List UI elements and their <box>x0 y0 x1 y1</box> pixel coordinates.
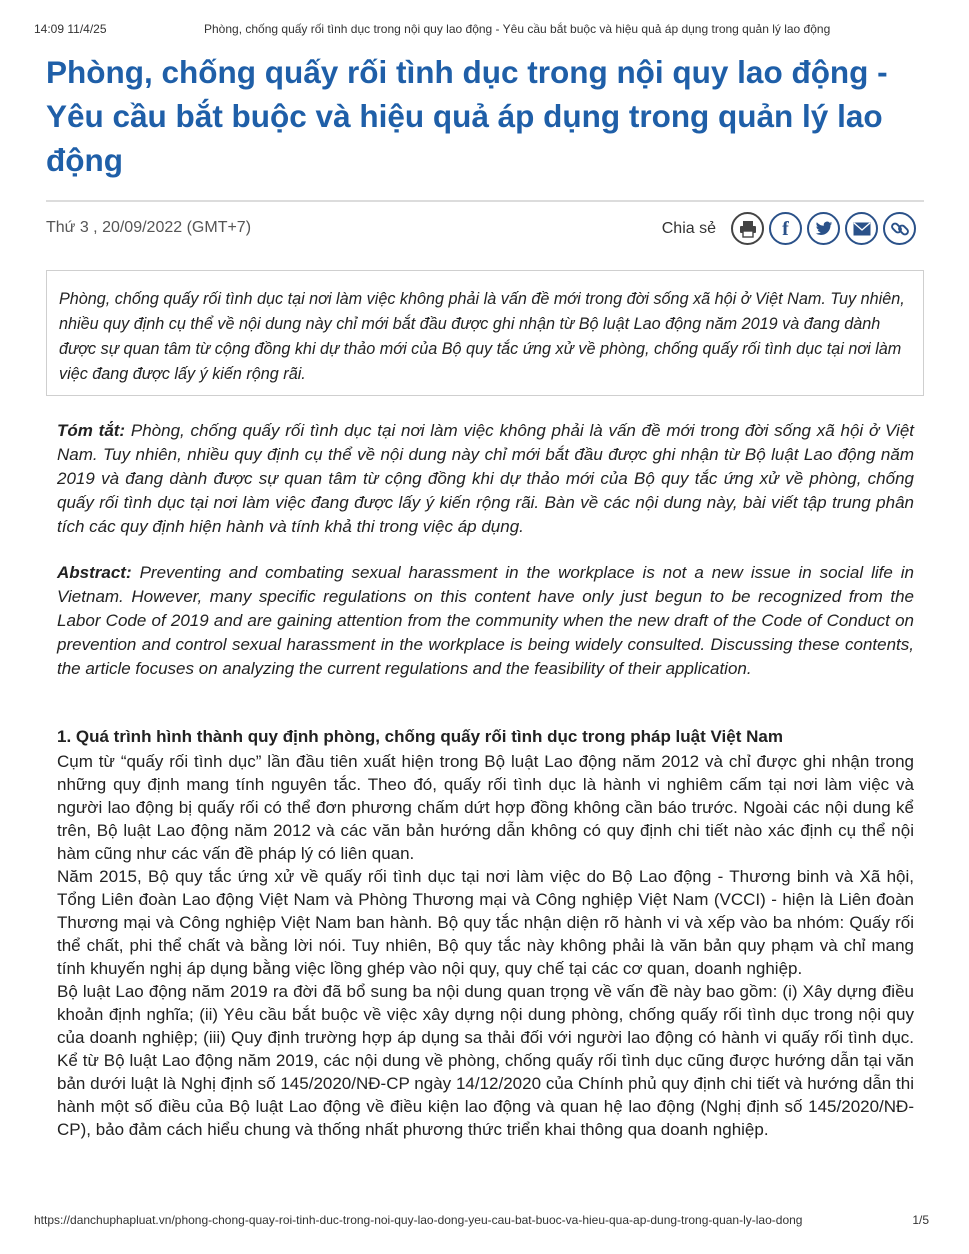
print-timestamp: 14:09 11/4/25 <box>34 22 107 36</box>
share-bar <box>662 212 916 245</box>
share-label: Chia sẻ <box>661 219 716 237</box>
article-body <box>57 750 914 1141</box>
body-paragraph: Năm 2015, Bộ quy tắc ứng xử về quấy rối tình dục tại nơi làm việc do Bộ Lao động - Thương binh và Xã hội, Tổng Liên đoàn Lao động Việt Nam và Phòng Thương mại và Công nghiệp Việt Nam (VCCI) - hiện là Liên đoàn Thương mại và Công nghiệp Việt Nam ban hành. Bộ quy tắc nhận diện rõ hành vi và xếp vào ba nhóm: Quấy rối thể chất, phi thể chất và bằng lời nói. Tuy nhiên, Bộ quy tắc này không phải là văn bản quy phạm và chỉ mang tính khuyến nghị áp dụng bằng việc lồng ghép vào nội quy, quy chế tại các cơ quan, doanh nghiệp. <box>57 867 914 978</box>
abstract-paragraph <box>57 561 914 681</box>
article-summary-box: Phòng, chống quấy rối tình dục tại nơi làm việc không phải là vấn đề mới trong đời sống xã hội ở Việt Nam. Tuy nhiên, nhiều quy định cụ thể về nội dung này chỉ mới bắt đầu được ghi nhận từ Bộ luật Lao động năm 2019 và đang dành được sự quan tâm từ cộng đồng khi dự thảo mới của Bộ quy tắc ứng xử về phòng, chống quấy rối tình dục tại nơi làm việc đang được lấy ý kiến rộng rãi. <box>46 270 924 396</box>
abstract-text: Preventing and combating sexual harassment in the workplace is not a new issue in social life in Vietnam. However, many specific regulations on this content have only just begun to be recognized from the Labor Code of 2019 and are gaining attention from the community when the new draft of the Code of Conduct on prevention and control sexual harassment in the workplace is being widely consulted. Discussing these contents, the article focuses on analyzing the current regulations and the feasibility of their application. <box>57 563 914 678</box>
print-footer <box>34 1213 929 1227</box>
abstract-label: Abstract: <box>57 563 132 582</box>
print-icon[interactable] <box>731 212 764 245</box>
print-page-title: Phòng, chống quấy rối tình dục trong nội quy lao động - Yêu cầu bắt buộc và hiệu quả áp dụng trong quản lý lao động <box>204 22 831 36</box>
page-url: https://danchuphapluat.vn/phong-chong-quay-roi-tinh-duc-trong-noi-quy-lao-dong-yeu-cau-bat-buoc-va-hieu-qua-ap-dung-trong-quan-ly-lao-dong <box>34 1213 803 1227</box>
section-heading: 1. Quá trình hình thành quy định phòng, chống quấy rối tình dục trong pháp luật Việt Nam <box>57 727 783 746</box>
tomtat-text: Phòng, chống quấy rối tình dục tại nơi làm việc không phải là vấn đề mới trong đời sống xã hội ở Việt Nam. Tuy nhiên, nhiều quy định cụ thể về nội dung này chỉ mới bắt đầu được ghi nhận từ Bộ luật Lao động năm 2019 và đang dành được sự quan tâm từ cộng đồng khi dự thảo mới của Bộ quy tắc ứng xử về phòng, chống quấy rối tình dục tại nơi làm việc đang được lấy ý kiến rộng rãi. Bàn về các nội dung này, bài viết tập trung phân tích các quy định hiện hành và tính khả thi trong việc áp dụng. <box>57 421 915 536</box>
publish-date: Thứ 3 , 20/09/2022 (GMT+7) <box>46 219 252 236</box>
print-header <box>34 22 929 36</box>
article-title: Phòng, chống quấy rối tình dục trong nội quy lao động - Yêu cầu bắt buộc và hiệu quả áp dụng trong quản lý lao động <box>46 54 888 178</box>
divider <box>46 200 924 202</box>
facebook-icon[interactable]: f <box>769 212 802 245</box>
email-icon[interactable] <box>845 212 878 245</box>
link-icon[interactable] <box>883 212 916 245</box>
body-paragraph: Bộ luật Lao động năm 2019 ra đời đã bổ sung ba nội dung quan trọng về vấn đề này bao gồm: (i) Xây dựng điều khoản định nghĩa; (ii) Yêu cầu bắt buộc về việc xây dựng nội dung phòng, chống quấy rối tình dục trong nội quy của doanh nghiệp; (iii) Quy định trường hợp áp dụng sa thải đối với người lao động có hành vi quấy rối tình dục. Kể từ Bộ luật Lao động năm 2019, các nội dung về phòng, chống quấy rối tình dục cũng được hướng dẫn tại văn bản dưới luật là Nghị định số 145/2020/NĐ-CP ngày 14/12/2020 của Chính phủ quy định chi tiết và hướng dẫn thi hành một số điều của Bộ luật Lao động về điều kiện lao động và quan hệ lao động (Nghị định số 145/2020/NĐ-CP), bảo đảm cách hiểu chung và thống nhất phương thức triển khai thông qua doanh nghiệp. <box>57 982 914 1139</box>
twitter-icon[interactable] <box>807 212 840 245</box>
tomtat-label: Tóm tắt: <box>57 421 126 440</box>
body-paragraph: Cụm từ “quấy rối tình dục” lần đầu tiên xuất hiện trong Bộ luật Lao động năm 2012 và chỉ được ghi nhận trong những quy định mang tính nguyên tắc. Theo đó, quấy rối tình dục là hành vi nghiêm cấm tại nơi làm việc và người lao động bị quấy rối có thể đơn phương chấm dứt hợp đồng không cần báo trước. Ngoài các nội dung kể trên, Bộ luật Lao động năm 2012 và các văn bản hướng dẫn không có quy định chi tiết nào xác định cụ thể nội hàm cũng như các vấn đề pháp lý có liên quan. <box>57 752 914 863</box>
page-number: 1/5 <box>912 1213 929 1227</box>
tomtat-paragraph <box>57 419 914 539</box>
